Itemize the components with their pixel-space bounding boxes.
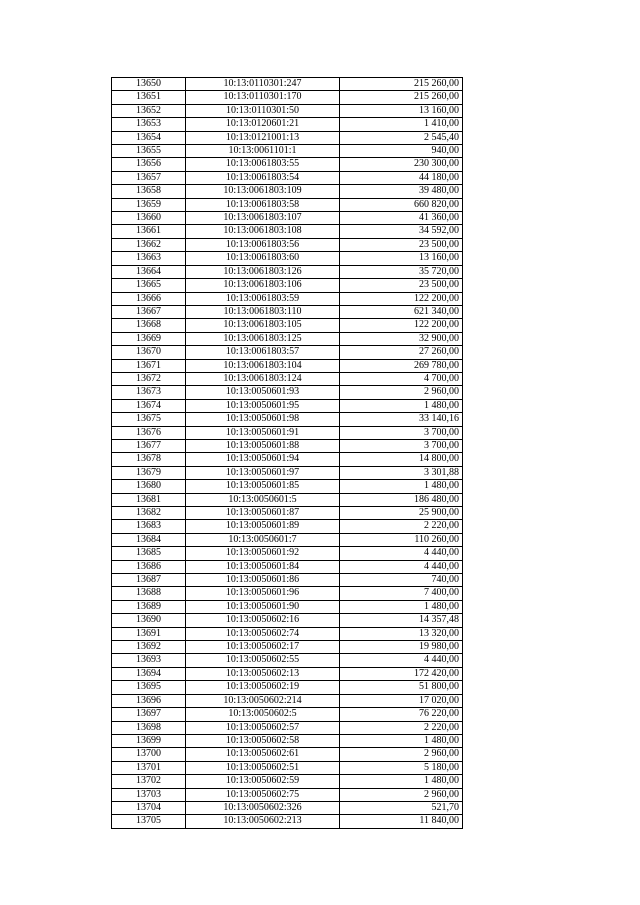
row-number-cell: 13677	[112, 439, 186, 452]
amount-cell: 186 480,00	[340, 493, 463, 506]
cadastral-number-cell: 10:13:0061803:104	[186, 359, 340, 372]
row-number-cell: 13674	[112, 399, 186, 412]
cadastral-number-cell: 10:13:0050602:17	[186, 641, 340, 654]
cadastral-number-cell: 10:13:0050602:74	[186, 627, 340, 640]
table-row	[112, 614, 463, 627]
amount-cell: 11 840,00	[340, 815, 463, 828]
table-row	[112, 346, 463, 359]
table-row	[112, 185, 463, 198]
table-row	[112, 118, 463, 131]
row-number-cell: 13669	[112, 332, 186, 345]
table-row	[112, 587, 463, 600]
row-number-cell: 13661	[112, 225, 186, 238]
cadastral-number-cell: 10:13:0050601:96	[186, 587, 340, 600]
amount-cell: 660 820,00	[340, 198, 463, 211]
amount-cell: 521,70	[340, 801, 463, 814]
table-row	[112, 453, 463, 466]
cadastral-number-cell: 10:13:0050601:93	[186, 386, 340, 399]
amount-cell: 1 480,00	[340, 775, 463, 788]
table-row	[112, 104, 463, 117]
amount-cell: 27 260,00	[340, 346, 463, 359]
amount-cell: 34 592,00	[340, 225, 463, 238]
row-number-cell: 13659	[112, 198, 186, 211]
amount-cell: 19 980,00	[340, 641, 463, 654]
amount-cell: 740,00	[340, 574, 463, 587]
table-row	[112, 426, 463, 439]
cadastral-number-cell: 10:13:0110301:247	[186, 78, 340, 91]
row-number-cell: 13671	[112, 359, 186, 372]
cadastral-number-cell: 10:13:0061803:108	[186, 225, 340, 238]
row-number-cell: 13693	[112, 654, 186, 667]
cadastral-number-cell: 10:13:0061803:110	[186, 305, 340, 318]
cadastral-number-cell: 10:13:0061803:57	[186, 346, 340, 359]
cadastral-number-cell: 10:13:0050602:51	[186, 761, 340, 774]
table-row	[112, 292, 463, 305]
cadastral-number-cell: 10:13:0061803:125	[186, 332, 340, 345]
amount-cell: 25 900,00	[340, 507, 463, 520]
cadastral-number-cell: 10:13:0050602:19	[186, 681, 340, 694]
cadastral-number-cell: 10:13:0050601:94	[186, 453, 340, 466]
row-number-cell: 13657	[112, 171, 186, 184]
table-row	[112, 319, 463, 332]
cadastral-number-cell: 10:13:0050601:84	[186, 560, 340, 573]
cadastral-number-cell: 10:13:0050602:55	[186, 654, 340, 667]
row-number-cell: 13662	[112, 238, 186, 251]
row-number-cell: 13701	[112, 761, 186, 774]
amount-cell: 1 480,00	[340, 734, 463, 747]
table-row	[112, 238, 463, 251]
amount-cell: 1 480,00	[340, 480, 463, 493]
table-row	[112, 507, 463, 520]
table-row	[112, 372, 463, 385]
cadastral-number-cell: 10:13:0050602:213	[186, 815, 340, 828]
row-number-cell: 13653	[112, 118, 186, 131]
cadastral-number-cell: 10:13:0061803:126	[186, 265, 340, 278]
amount-cell: 76 220,00	[340, 708, 463, 721]
amount-cell: 940,00	[340, 145, 463, 158]
table-row	[112, 131, 463, 144]
amount-cell: 2 960,00	[340, 748, 463, 761]
cadastral-number-cell: 10:13:0050601:7	[186, 533, 340, 546]
cadastral-number-cell: 10:13:0050601:89	[186, 520, 340, 533]
row-number-cell: 13694	[112, 667, 186, 680]
table-row	[112, 158, 463, 171]
row-number-cell: 13695	[112, 681, 186, 694]
table-row	[112, 252, 463, 265]
table-row	[112, 654, 463, 667]
row-number-cell: 13679	[112, 466, 186, 479]
cadastral-number-cell: 10:13:0050601:85	[186, 480, 340, 493]
amount-cell: 3 700,00	[340, 439, 463, 452]
cadastral-number-cell: 10:13:0050602:214	[186, 694, 340, 707]
amount-cell: 215 260,00	[340, 78, 463, 91]
amount-cell: 35 720,00	[340, 265, 463, 278]
row-number-cell: 13678	[112, 453, 186, 466]
cadastral-number-cell: 10:13:0061803:56	[186, 238, 340, 251]
amount-cell: 172 420,00	[340, 667, 463, 680]
amount-cell: 5 180,00	[340, 761, 463, 774]
cadastral-number-cell: 10:13:0050601:91	[186, 426, 340, 439]
cadastral-number-cell: 10:13:0061803:109	[186, 185, 340, 198]
amount-cell: 1 410,00	[340, 118, 463, 131]
amount-cell: 3 301,88	[340, 466, 463, 479]
cadastral-number-cell: 10:13:0050601:5	[186, 493, 340, 506]
amount-cell: 23 500,00	[340, 279, 463, 292]
amount-cell: 2 960,00	[340, 788, 463, 801]
row-number-cell: 13680	[112, 480, 186, 493]
amount-cell: 39 480,00	[340, 185, 463, 198]
row-number-cell: 13700	[112, 748, 186, 761]
row-number-cell: 13696	[112, 694, 186, 707]
table-row	[112, 171, 463, 184]
amount-cell: 2 545,40	[340, 131, 463, 144]
cadastral-number-cell: 10:13:0061803:60	[186, 252, 340, 265]
table-row	[112, 305, 463, 318]
cadastral-number-cell: 10:13:0050602:59	[186, 775, 340, 788]
table-row	[112, 332, 463, 345]
table-row	[112, 801, 463, 814]
amount-cell: 14 800,00	[340, 453, 463, 466]
table-row	[112, 560, 463, 573]
table-row	[112, 359, 463, 372]
cadastral-number-cell: 10:13:0050602:61	[186, 748, 340, 761]
row-number-cell: 13699	[112, 734, 186, 747]
cadastral-number-cell: 10:13:0050601:97	[186, 466, 340, 479]
row-number-cell: 13658	[112, 185, 186, 198]
amount-cell: 122 200,00	[340, 292, 463, 305]
amount-cell: 230 300,00	[340, 158, 463, 171]
table-row	[112, 667, 463, 680]
row-number-cell: 13690	[112, 614, 186, 627]
amount-cell: 3 700,00	[340, 426, 463, 439]
amount-cell: 215 260,00	[340, 91, 463, 104]
cadastral-value-table	[111, 77, 463, 829]
table-row	[112, 627, 463, 640]
amount-cell: 2 220,00	[340, 520, 463, 533]
row-number-cell: 13698	[112, 721, 186, 734]
amount-cell: 110 260,00	[340, 533, 463, 546]
amount-cell: 269 780,00	[340, 359, 463, 372]
row-number-cell: 13665	[112, 279, 186, 292]
table-row	[112, 198, 463, 211]
cadastral-number-cell: 10:13:0050601:88	[186, 439, 340, 452]
table-row	[112, 694, 463, 707]
cadastral-number-cell: 10:13:0050602:75	[186, 788, 340, 801]
row-number-cell: 13656	[112, 158, 186, 171]
table-row	[112, 600, 463, 613]
row-number-cell: 13689	[112, 600, 186, 613]
cadastral-number-cell: 10:13:0050601:95	[186, 399, 340, 412]
row-number-cell: 13672	[112, 372, 186, 385]
table-row	[112, 761, 463, 774]
row-number-cell: 13668	[112, 319, 186, 332]
row-number-cell: 13681	[112, 493, 186, 506]
cadastral-number-cell: 10:13:0050601:86	[186, 574, 340, 587]
table-row	[112, 721, 463, 734]
table-row	[112, 279, 463, 292]
cadastral-number-cell: 10:13:0050601:92	[186, 547, 340, 560]
cadastral-number-cell: 10:13:0050602:5	[186, 708, 340, 721]
row-number-cell: 13683	[112, 520, 186, 533]
amount-cell: 2 960,00	[340, 386, 463, 399]
cadastral-number-cell: 10:13:0061803:107	[186, 212, 340, 225]
cadastral-number-cell: 10:13:0050602:58	[186, 734, 340, 747]
row-number-cell: 13673	[112, 386, 186, 399]
amount-cell: 13 160,00	[340, 104, 463, 117]
amount-cell: 1 480,00	[340, 600, 463, 613]
table-row	[112, 574, 463, 587]
amount-cell: 41 360,00	[340, 212, 463, 225]
row-number-cell: 13670	[112, 346, 186, 359]
amount-cell: 17 020,00	[340, 694, 463, 707]
table-row	[112, 413, 463, 426]
row-number-cell: 13684	[112, 533, 186, 546]
amount-cell: 2 220,00	[340, 721, 463, 734]
cadastral-number-cell: 10:13:0110301:50	[186, 104, 340, 117]
table-body	[112, 78, 463, 829]
row-number-cell: 13682	[112, 507, 186, 520]
cadastral-number-cell: 10:13:0061803:124	[186, 372, 340, 385]
table-row	[112, 520, 463, 533]
row-number-cell: 13652	[112, 104, 186, 117]
row-number-cell: 13686	[112, 560, 186, 573]
table-row	[112, 78, 463, 91]
cadastral-number-cell: 10:13:0061803:106	[186, 279, 340, 292]
table-row	[112, 748, 463, 761]
cadastral-number-cell: 10:13:0061803:54	[186, 171, 340, 184]
cadastral-number-cell: 10:13:0050601:98	[186, 413, 340, 426]
table-row	[112, 145, 463, 158]
table-row	[112, 734, 463, 747]
table-row	[112, 439, 463, 452]
row-number-cell: 13704	[112, 801, 186, 814]
row-number-cell: 13705	[112, 815, 186, 828]
row-number-cell: 13691	[112, 627, 186, 640]
cadastral-number-cell: 10:13:0061803:105	[186, 319, 340, 332]
table-row	[112, 225, 463, 238]
row-number-cell: 13655	[112, 145, 186, 158]
amount-cell: 14 357,48	[340, 614, 463, 627]
table-row	[112, 91, 463, 104]
row-number-cell: 13650	[112, 78, 186, 91]
row-number-cell: 13651	[112, 91, 186, 104]
row-number-cell: 13664	[112, 265, 186, 278]
table-row	[112, 641, 463, 654]
cadastral-number-cell: 10:13:0050602:13	[186, 667, 340, 680]
table-row	[112, 493, 463, 506]
table-row	[112, 386, 463, 399]
table-row	[112, 708, 463, 721]
table-row	[112, 212, 463, 225]
cadastral-number-cell: 10:13:0121001:13	[186, 131, 340, 144]
table-row	[112, 480, 463, 493]
amount-cell: 4 440,00	[340, 547, 463, 560]
cadastral-number-cell: 10:13:0050601:90	[186, 600, 340, 613]
amount-cell: 7 400,00	[340, 587, 463, 600]
amount-cell: 4 440,00	[340, 560, 463, 573]
row-number-cell: 13675	[112, 413, 186, 426]
row-number-cell: 13676	[112, 426, 186, 439]
table-row	[112, 533, 463, 546]
row-number-cell: 13663	[112, 252, 186, 265]
row-number-cell: 13688	[112, 587, 186, 600]
row-number-cell: 13692	[112, 641, 186, 654]
cadastral-number-cell: 10:13:0050602:57	[186, 721, 340, 734]
row-number-cell: 13660	[112, 212, 186, 225]
amount-cell: 32 900,00	[340, 332, 463, 345]
amount-cell: 44 180,00	[340, 171, 463, 184]
amount-cell: 23 500,00	[340, 238, 463, 251]
table-row	[112, 681, 463, 694]
table-row	[112, 466, 463, 479]
amount-cell: 13 160,00	[340, 252, 463, 265]
row-number-cell: 13685	[112, 547, 186, 560]
amount-cell: 122 200,00	[340, 319, 463, 332]
amount-cell: 1 480,00	[340, 399, 463, 412]
cadastral-number-cell: 10:13:0120601:21	[186, 118, 340, 131]
amount-cell: 51 800,00	[340, 681, 463, 694]
table-row	[112, 788, 463, 801]
row-number-cell: 13702	[112, 775, 186, 788]
row-number-cell: 13667	[112, 305, 186, 318]
amount-cell: 13 320,00	[340, 627, 463, 640]
row-number-cell: 13687	[112, 574, 186, 587]
table-row	[112, 265, 463, 278]
cadastral-number-cell: 10:13:0050602:326	[186, 801, 340, 814]
cadastral-number-cell: 10:13:0061803:55	[186, 158, 340, 171]
table-row	[112, 775, 463, 788]
cadastral-number-cell: 10:13:0061803:58	[186, 198, 340, 211]
cadastral-number-cell: 10:13:0050602:16	[186, 614, 340, 627]
amount-cell: 4 700,00	[340, 372, 463, 385]
amount-cell: 33 140,16	[340, 413, 463, 426]
table-row	[112, 547, 463, 560]
row-number-cell: 13666	[112, 292, 186, 305]
table-row	[112, 815, 463, 828]
cadastral-number-cell: 10:13:0110301:170	[186, 91, 340, 104]
amount-cell: 4 440,00	[340, 654, 463, 667]
cadastral-number-cell: 10:13:0061803:59	[186, 292, 340, 305]
row-number-cell: 13703	[112, 788, 186, 801]
row-number-cell: 13654	[112, 131, 186, 144]
cadastral-number-cell: 10:13:0050601:87	[186, 507, 340, 520]
row-number-cell: 13697	[112, 708, 186, 721]
cadastral-number-cell: 10:13:0061101:1	[186, 145, 340, 158]
table-row	[112, 399, 463, 412]
amount-cell: 621 340,00	[340, 305, 463, 318]
